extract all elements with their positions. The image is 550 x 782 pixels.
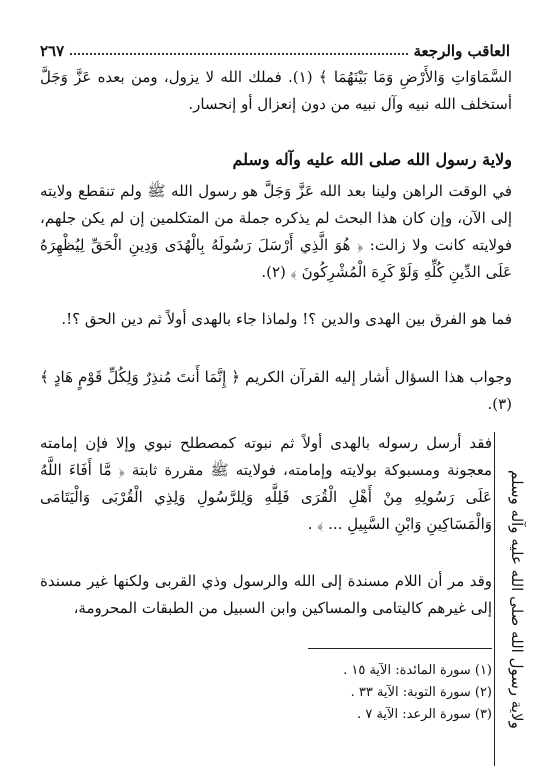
paragraph-4: وجواب هذا السؤال أشار إليه القرآن الكريم ﴿ إِنَّمَا أَنتَ مُنذِرٌ وَلِكُلِّ قَوْمٍ هَادٍ ﴾ (٣). xyxy=(40,368,512,413)
footnote-separator xyxy=(308,648,492,649)
paragraph-6: وقد مر أن اللام مسندة إلى الله والرسول وذي القربى ولكنها غير مسندة إلى غيرهم كاليتامى والمساكين وابن السبيل من الطبقات المحرومة، xyxy=(40,572,492,617)
running-title: العاقب والرجعة xyxy=(413,42,510,60)
footnotes xyxy=(40,660,492,726)
paragraph-2: في الوقت الراهن ولينا بعد الله عَزَّ وَجَلَّ هو رسول الله ﷺ ولم تنقطع ولايته إلى الآن، وإن كان هذا البحث لم يذكره جملة من المتكلمين إن لم يكن جلهم، فولايته كانت ولا زالت: ﴿ هُوَ الَّذِي أَرْسَلَ رَسُولَهُ بِالْهُدَى وَدِينِ الْحَقِّ لِيُظْهِرَهُ عَلَى الدِّينِ كُلِّهِ وَلَوْ كَرِهَ الْمُشْرِكُونَ ﴾ (٢). xyxy=(40,182,512,281)
paragraph-3: فما هو الفرق بين الهدى والدين ؟! ولماذا جاء بالهدى أولاً ثم دين الحق ؟!. xyxy=(61,310,512,328)
footnote-3: (٣) سورة الرعد: الآية ٧ . xyxy=(357,707,492,722)
margin-label-text: ولاية رسول الله صلى الله عليه وآله وسلم xyxy=(508,469,526,729)
section-title: ولاية رسول الله صلى الله عليه وآله وسلم xyxy=(232,150,512,169)
margin-label xyxy=(497,432,537,766)
footnote-1: (١) سورة المائدة: الآية ١٥ . xyxy=(343,663,492,678)
paragraph-1: السَّمَاوَاتِ وَالأَرْضِ وَمَا بَيْنَهُمَا ﴾ (١). فملك الله لا يزول، ومن بعده عَزَّ وَجَلَّ أستخلف الله نبيه وآل نبيه من دون إنعزال أو إنحسار. xyxy=(40,68,512,113)
running-header xyxy=(40,36,510,60)
page-number: ٢٦٧ xyxy=(40,42,65,60)
leader-dots xyxy=(70,53,407,55)
footnote-2: (٢) سورة التوبة: الآية ٣٣ . xyxy=(350,685,492,700)
margin-rule xyxy=(494,432,495,766)
paragraph-5: فقد أرسل رسوله بالهدى أولاً ثم نبوته كمصطلح نبوي وإلا فإن إمامته معجونة ومسبوكة بولايته وإمامته، فولايته ﷺ مقررة ثابتة ﴿ مَّا أَفَاءَ اللَّهُ عَلَى رَسُولِهِ مِنْ أَهْلِ الْقُرَى فَلِلَّهِ وَلِلرَّسُولِ وَلِذِي الْقُرْبَى وَالْيَتَامَى وَالْمَسَاكِينِ وَابْنِ السَّبِيلِ ... ﴾ . xyxy=(40,434,492,533)
